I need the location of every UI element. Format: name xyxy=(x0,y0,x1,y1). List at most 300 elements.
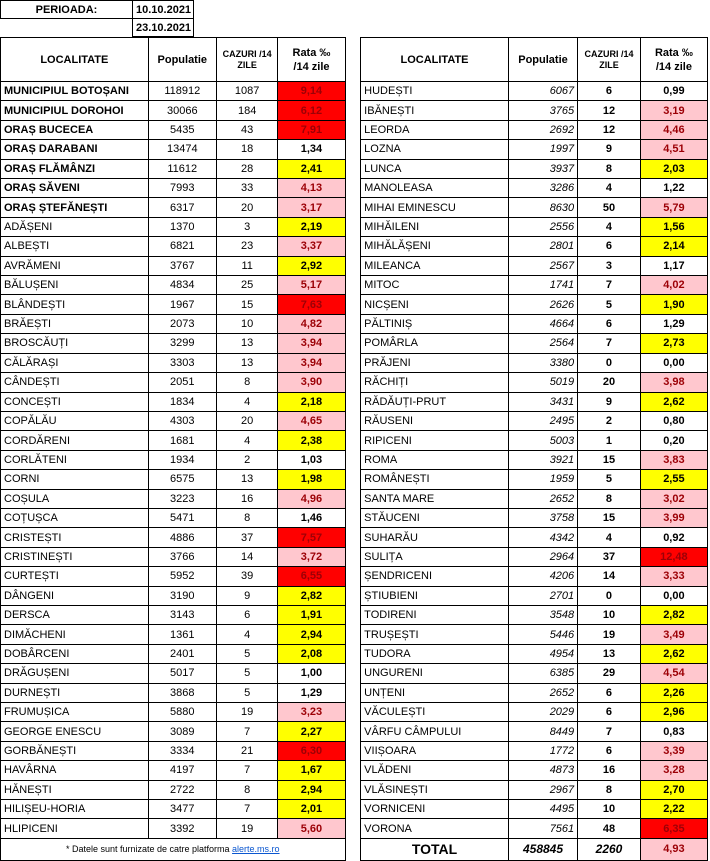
rate-cell: 2,38 xyxy=(278,431,345,450)
table-row xyxy=(1,373,708,392)
total-population: 458845 xyxy=(508,838,577,860)
cases-cell: 5 xyxy=(578,470,641,489)
rate-cell: 6,12 xyxy=(278,101,345,120)
header-rate-left xyxy=(278,38,345,82)
column-gap xyxy=(345,431,361,450)
header-rate-line2: /14 zile xyxy=(655,60,692,73)
cases-cell: 37 xyxy=(216,528,278,547)
total-cases: 2260 xyxy=(578,838,641,860)
cases-cell: 4 xyxy=(216,625,278,644)
cases-cell: 6 xyxy=(578,703,641,722)
population-cell: 4495 xyxy=(508,800,577,819)
locality-name: COȚUȘCA xyxy=(1,508,149,527)
cases-cell: 3 xyxy=(216,217,278,236)
rate-cell: 1,56 xyxy=(640,217,707,236)
column-gap xyxy=(345,334,361,353)
cases-cell: 33 xyxy=(216,179,278,198)
table-row xyxy=(1,508,708,527)
locality-name: STĂUCENI xyxy=(361,508,509,527)
population-cell: 118912 xyxy=(148,82,216,101)
population-cell: 4886 xyxy=(148,528,216,547)
locality-name: CURTEȘTI xyxy=(1,567,149,586)
locality-name: RIPICENI xyxy=(361,431,509,450)
rate-cell: 0,83 xyxy=(640,722,707,741)
locality-name: RĂDĂUȚI-PRUT xyxy=(361,392,509,411)
header-locality-right: LOCALITATE xyxy=(361,38,509,82)
rate-cell: 1,17 xyxy=(640,256,707,275)
cases-cell: 7 xyxy=(578,276,641,295)
cases-cell: 6 xyxy=(578,741,641,760)
data-source-link[interactable]: alerte.ms.ro xyxy=(232,844,280,855)
column-gap xyxy=(345,586,361,605)
cases-cell: 12 xyxy=(578,101,641,120)
table-row xyxy=(1,819,708,838)
locality-name: HĂNEȘTI xyxy=(1,780,149,799)
locality-name: IBĂNEȘTI xyxy=(361,101,509,120)
locality-name: DÂNGENI xyxy=(1,586,149,605)
locality-name: DRĂGUȘENI xyxy=(1,664,149,683)
population-cell: 2801 xyxy=(508,237,577,256)
population-cell: 2495 xyxy=(508,411,577,430)
population-cell: 4303 xyxy=(148,411,216,430)
cases-cell: 8 xyxy=(216,373,278,392)
locality-name: MIHĂLĂȘENI xyxy=(361,237,509,256)
population-cell: 3334 xyxy=(148,741,216,760)
rate-cell: 4,13 xyxy=(278,179,345,198)
table-row xyxy=(1,353,708,372)
rate-cell: 4,65 xyxy=(278,411,345,430)
population-cell: 1370 xyxy=(148,217,216,236)
table-row xyxy=(1,586,708,605)
population-cell: 3765 xyxy=(508,101,577,120)
rate-cell: 3,83 xyxy=(640,450,707,469)
locality-name: VORNICENI xyxy=(361,800,509,819)
column-gap xyxy=(345,780,361,799)
cases-cell: 6 xyxy=(578,82,641,101)
column-gap xyxy=(345,353,361,372)
cases-cell: 4 xyxy=(578,217,641,236)
locality-name: MUNICIPIUL BOTOȘANI xyxy=(1,82,149,101)
locality-name: TRUȘEȘTI xyxy=(361,625,509,644)
column-gap xyxy=(345,625,361,644)
locality-name: COȘULA xyxy=(1,489,149,508)
population-cell: 6385 xyxy=(508,664,577,683)
table-row xyxy=(1,237,708,256)
locality-name: ADĂȘENI xyxy=(1,217,149,236)
header-rate-line2: /14 zile xyxy=(293,60,330,73)
table-row xyxy=(1,741,708,760)
cases-cell: 8 xyxy=(216,780,278,799)
rate-cell: 2,55 xyxy=(640,470,707,489)
population-cell: 3431 xyxy=(508,392,577,411)
cases-cell: 4 xyxy=(578,528,641,547)
rate-cell: 2,94 xyxy=(278,625,345,644)
population-cell: 1959 xyxy=(508,470,577,489)
population-cell: 5471 xyxy=(148,508,216,527)
population-cell: 2722 xyxy=(148,780,216,799)
column-gap xyxy=(345,217,361,236)
column-gap xyxy=(345,82,361,101)
locality-name: CRISTEȘTI xyxy=(1,528,149,547)
cases-cell: 13 xyxy=(216,470,278,489)
column-gap xyxy=(345,664,361,683)
locality-name: BROSCĂUȚI xyxy=(1,334,149,353)
locality-name: VÂRFU CÂMPULUI xyxy=(361,722,509,741)
cases-cell: 29 xyxy=(578,664,641,683)
cases-cell: 10 xyxy=(216,314,278,333)
rate-cell: 0,92 xyxy=(640,528,707,547)
locality-name: POMÂRLA xyxy=(361,334,509,353)
locality-name: CÂNDEȘTI xyxy=(1,373,149,392)
header-cases-line2: ZILE xyxy=(599,59,619,70)
locality-name: ORAȘ DARABANI xyxy=(1,140,149,159)
population-cell: 4342 xyxy=(508,528,577,547)
locality-name: ROMÂNEȘTI xyxy=(361,470,509,489)
locality-name: ORAȘ SĂVENI xyxy=(1,179,149,198)
table-row xyxy=(1,644,708,663)
locality-name: RĂUSENI xyxy=(361,411,509,430)
table-row xyxy=(1,82,708,101)
cases-cell: 4 xyxy=(578,179,641,198)
header-rate-line1: Rata ‰ xyxy=(654,46,693,59)
rate-cell: 7,91 xyxy=(278,120,345,139)
table-row xyxy=(1,664,708,683)
cases-cell: 0 xyxy=(578,586,641,605)
rate-cell: 3,94 xyxy=(278,334,345,353)
column-gap xyxy=(345,373,361,392)
table-row xyxy=(1,450,708,469)
locality-name: ȘTIUBIENI xyxy=(361,586,509,605)
cases-cell: 15 xyxy=(216,295,278,314)
rate-cell: 1,91 xyxy=(278,605,345,624)
table-row xyxy=(1,140,708,159)
rate-cell: 3,49 xyxy=(640,625,707,644)
cases-cell: 10 xyxy=(578,605,641,624)
column-gap xyxy=(345,314,361,333)
column-gap xyxy=(345,683,361,702)
cases-cell: 8 xyxy=(216,508,278,527)
cases-cell: 13 xyxy=(216,334,278,353)
table-row xyxy=(1,780,708,799)
locality-name: BĂLUȘENI xyxy=(1,276,149,295)
rate-cell: 3,39 xyxy=(640,741,707,760)
table-row xyxy=(1,179,708,198)
locality-name: BLÂNDEȘTI xyxy=(1,295,149,314)
rate-cell: 1,67 xyxy=(278,761,345,780)
column-gap xyxy=(345,450,361,469)
column-gap xyxy=(345,703,361,722)
population-cell: 4664 xyxy=(508,314,577,333)
column-gap xyxy=(345,256,361,275)
table-row xyxy=(1,295,708,314)
rate-cell: 4,96 xyxy=(278,489,345,508)
locality-name: BRĂEȘTI xyxy=(1,314,149,333)
cases-cell: 8 xyxy=(578,489,641,508)
cases-cell: 7 xyxy=(216,761,278,780)
locality-name: HILIȘEU-HORIA xyxy=(1,800,149,819)
total-label: TOTAL xyxy=(361,838,509,860)
data-source-text: * Datele sunt furnizate de catre platforma xyxy=(65,844,230,855)
population-cell: 4206 xyxy=(508,567,577,586)
column-gap xyxy=(345,838,361,860)
locality-name: HAVÂRNA xyxy=(1,761,149,780)
population-cell: 8630 xyxy=(508,198,577,217)
cases-cell: 8 xyxy=(578,159,641,178)
population-cell: 6575 xyxy=(148,470,216,489)
locality-name: GORBĂNEȘTI xyxy=(1,741,149,760)
rate-cell: 0,20 xyxy=(640,431,707,450)
cases-cell: 184 xyxy=(216,101,278,120)
population-cell: 3548 xyxy=(508,605,577,624)
locality-name: UNȚENI xyxy=(361,683,509,702)
footer-row xyxy=(1,838,708,860)
rate-cell: 3,37 xyxy=(278,237,345,256)
rate-cell: 4,54 xyxy=(640,664,707,683)
column-gap xyxy=(345,819,361,838)
column-gap xyxy=(345,237,361,256)
column-gap xyxy=(345,508,361,527)
population-cell: 5880 xyxy=(148,703,216,722)
rate-cell: 1,22 xyxy=(640,179,707,198)
column-gap xyxy=(345,644,361,663)
table-row xyxy=(1,567,708,586)
cases-cell: 13 xyxy=(216,353,278,372)
population-cell: 5952 xyxy=(148,567,216,586)
rate-cell: 2,96 xyxy=(640,703,707,722)
locality-name: DOBÂRCENI xyxy=(1,644,149,663)
header-cases-line1: CAZURI /14 xyxy=(584,48,634,59)
cases-cell: 4 xyxy=(216,392,278,411)
cases-cell: 14 xyxy=(578,567,641,586)
cases-cell: 5 xyxy=(578,295,641,314)
header-cases-line1: CAZURI /14 xyxy=(222,48,272,59)
rate-cell: 2,03 xyxy=(640,159,707,178)
locality-name: DURNEȘTI xyxy=(1,683,149,702)
cases-cell: 9 xyxy=(216,586,278,605)
table-row xyxy=(1,722,708,741)
locality-name: UNGURENI xyxy=(361,664,509,683)
rate-cell: 3,99 xyxy=(640,508,707,527)
table-row xyxy=(1,198,708,217)
period-table xyxy=(0,0,194,37)
cases-cell: 6 xyxy=(578,314,641,333)
column-gap xyxy=(345,722,361,741)
table-row xyxy=(1,800,708,819)
locality-name: AVRĂMENI xyxy=(1,256,149,275)
cases-cell: 21 xyxy=(216,741,278,760)
cases-cell: 20 xyxy=(216,198,278,217)
cases-cell: 12 xyxy=(578,120,641,139)
population-cell: 2556 xyxy=(508,217,577,236)
rate-cell: 2,82 xyxy=(278,586,345,605)
population-cell: 4834 xyxy=(148,276,216,295)
locality-name: LEORDA xyxy=(361,120,509,139)
cases-cell: 7 xyxy=(578,334,641,353)
rate-cell: 2,92 xyxy=(278,256,345,275)
rate-cell: 2,62 xyxy=(640,644,707,663)
rate-cell: 2,01 xyxy=(278,800,345,819)
column-gap xyxy=(345,295,361,314)
column-gap xyxy=(345,761,361,780)
locality-name: ALBEȘTI xyxy=(1,237,149,256)
rate-cell: 2,19 xyxy=(278,217,345,236)
cases-cell: 50 xyxy=(578,198,641,217)
column-gap xyxy=(345,528,361,547)
table-row xyxy=(1,217,708,236)
rate-cell: 5,17 xyxy=(278,276,345,295)
population-cell: 1741 xyxy=(508,276,577,295)
cases-cell: 6 xyxy=(578,237,641,256)
header-row xyxy=(1,38,708,82)
population-cell: 2567 xyxy=(508,256,577,275)
table-row xyxy=(1,411,708,430)
locality-name: MITOC xyxy=(361,276,509,295)
rate-cell: 6,55 xyxy=(278,567,345,586)
population-cell: 5446 xyxy=(508,625,577,644)
cases-cell: 0 xyxy=(578,353,641,372)
locality-name: PRĂJENI xyxy=(361,353,509,372)
column-gap xyxy=(345,38,361,82)
locality-name: ORAȘ ȘTEFĂNEȘTI xyxy=(1,198,149,217)
population-cell: 2701 xyxy=(508,586,577,605)
population-cell: 3937 xyxy=(508,159,577,178)
column-gap xyxy=(345,800,361,819)
locality-name: ORAȘ FLĂMÂNZI xyxy=(1,159,149,178)
locality-name: DIMĂCHENI xyxy=(1,625,149,644)
cases-cell: 13 xyxy=(578,644,641,663)
population-cell: 2051 xyxy=(148,373,216,392)
rate-cell: 3,28 xyxy=(640,761,707,780)
rate-cell: 7,57 xyxy=(278,528,345,547)
cases-cell: 9 xyxy=(578,140,641,159)
cases-cell: 5 xyxy=(216,644,278,663)
rate-cell: 0,00 xyxy=(640,586,707,605)
locality-name: VORONA xyxy=(361,819,509,838)
column-gap xyxy=(345,489,361,508)
cases-cell: 7 xyxy=(578,722,641,741)
header-rate-right xyxy=(640,38,707,82)
population-cell: 3286 xyxy=(508,179,577,198)
rate-cell: 1,00 xyxy=(278,664,345,683)
table-row xyxy=(1,334,708,353)
population-cell: 3303 xyxy=(148,353,216,372)
cases-cell: 20 xyxy=(216,411,278,430)
cases-cell: 2 xyxy=(216,450,278,469)
rate-cell: 0,80 xyxy=(640,411,707,430)
population-cell: 1834 xyxy=(148,392,216,411)
cases-cell: 18 xyxy=(216,140,278,159)
rate-cell: 5,79 xyxy=(640,198,707,217)
header-rate-line1: Rata ‰ xyxy=(292,46,331,59)
cases-cell: 23 xyxy=(216,237,278,256)
column-gap xyxy=(345,741,361,760)
table-row xyxy=(1,276,708,295)
cases-cell: 25 xyxy=(216,276,278,295)
cases-cell: 6 xyxy=(216,605,278,624)
cases-cell: 48 xyxy=(578,819,641,838)
population-cell: 13474 xyxy=(148,140,216,159)
total-rate: 4,93 xyxy=(640,838,707,860)
column-gap xyxy=(345,101,361,120)
period-end: 23.10.2021 xyxy=(133,19,194,37)
cases-cell: 37 xyxy=(578,547,641,566)
population-cell: 1361 xyxy=(148,625,216,644)
population-cell: 1934 xyxy=(148,450,216,469)
rate-cell: 3,72 xyxy=(278,547,345,566)
rate-cell: 4,02 xyxy=(640,276,707,295)
rate-cell: 6,35 xyxy=(640,819,707,838)
table-row xyxy=(1,528,708,547)
population-cell: 2964 xyxy=(508,547,577,566)
rate-cell: 3,94 xyxy=(278,353,345,372)
header-population-right: Populatie xyxy=(508,38,577,82)
rate-cell: 1,29 xyxy=(640,314,707,333)
cases-cell: 10 xyxy=(578,800,641,819)
locality-name: VĂCULEȘTI xyxy=(361,703,509,722)
cases-cell: 7 xyxy=(216,800,278,819)
table-row xyxy=(1,120,708,139)
rate-cell: 2,26 xyxy=(640,683,707,702)
rate-cell: 1,34 xyxy=(278,140,345,159)
population-cell: 3089 xyxy=(148,722,216,741)
population-cell: 1681 xyxy=(148,431,216,450)
column-gap xyxy=(345,411,361,430)
rate-cell: 2,82 xyxy=(640,605,707,624)
rate-cell: 1,46 xyxy=(278,508,345,527)
population-cell: 3477 xyxy=(148,800,216,819)
data-source-note xyxy=(1,838,346,860)
population-cell: 2073 xyxy=(148,314,216,333)
locality-name: MUNICIPIUL DOROHOI xyxy=(1,101,149,120)
cases-cell: 1087 xyxy=(216,82,278,101)
locality-name: VLĂDENI xyxy=(361,761,509,780)
population-cell: 3921 xyxy=(508,450,577,469)
population-cell: 7993 xyxy=(148,179,216,198)
column-gap xyxy=(345,470,361,489)
population-cell: 3299 xyxy=(148,334,216,353)
population-cell: 2626 xyxy=(508,295,577,314)
column-gap xyxy=(345,547,361,566)
population-cell: 5435 xyxy=(148,120,216,139)
locality-name: ORAȘ BUCECEA xyxy=(1,120,149,139)
table-row xyxy=(1,761,708,780)
rate-cell: 5,60 xyxy=(278,819,345,838)
rate-cell: 2,62 xyxy=(640,392,707,411)
period-start: 10.10.2021 xyxy=(133,1,194,19)
rate-cell: 1,29 xyxy=(278,683,345,702)
table-row xyxy=(1,547,708,566)
cases-cell: 15 xyxy=(578,450,641,469)
population-cell: 30066 xyxy=(148,101,216,120)
rate-cell: 0,00 xyxy=(640,353,707,372)
locality-name: SUHARĂU xyxy=(361,528,509,547)
cases-cell: 15 xyxy=(578,508,641,527)
locality-name: DERSCA xyxy=(1,605,149,624)
cases-cell: 6 xyxy=(578,683,641,702)
header-locality-left: LOCALITATE xyxy=(1,38,149,82)
cases-cell: 39 xyxy=(216,567,278,586)
population-cell: 6317 xyxy=(148,198,216,217)
rate-cell: 2,70 xyxy=(640,780,707,799)
locality-name: CRISTINEȘTI xyxy=(1,547,149,566)
population-cell: 2401 xyxy=(148,644,216,663)
rate-cell: 2,22 xyxy=(640,800,707,819)
rate-cell: 0,99 xyxy=(640,82,707,101)
cases-cell: 19 xyxy=(216,819,278,838)
period-label: PERIOADA: xyxy=(1,1,133,19)
locality-name: CONCEȘTI xyxy=(1,392,149,411)
population-cell: 6067 xyxy=(508,82,577,101)
